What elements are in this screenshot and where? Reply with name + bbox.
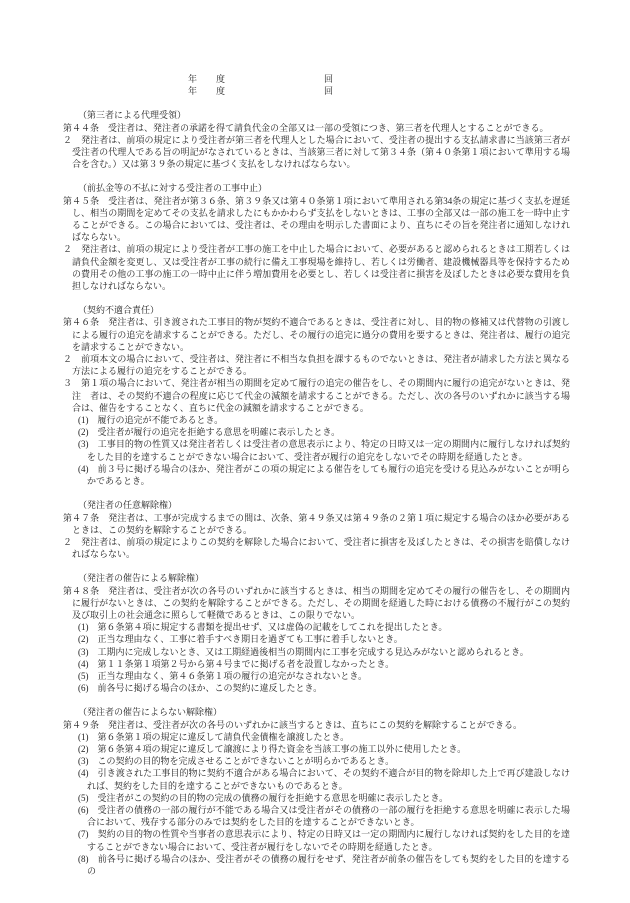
fiscal-year-line-2 <box>188 85 570 97</box>
section-paragraphs <box>63 585 570 695</box>
clause-item: (3) この契約の目的物を完成させることができないことが明らかであるとき。 <box>78 756 395 767</box>
contract-section <box>63 304 570 487</box>
article-paragraph: 第４５条 受注者は、発注者が第３６条、第３９条又は第４０条第１項において準用される第34条の規定に基づく支払を遅延し、相当の期間を定めてその支払を請求したにもかかわらず支払をしないときは、工事の全部又は一部の施工を一時中止することができる。この場合においては、受注者は、その理由を明示した書面により、直ちにその旨を発注者に通知しなければならない。 <box>63 195 570 243</box>
numbered-paragraph: ２ 発注者は、前項の規定によりこの契約を解除した場合において、受注者に損害を及ぼしたときは、その損害を賠償しなければならない。 <box>63 536 570 560</box>
clause-item: (5) 受注者がこの契約の目的物の完成の債務の履行を拒絶する意思を明確に表示したとき。 <box>78 792 449 803</box>
numbered-paragraph: ２ 発注者は、前項の規定により受注者が工事の施工を中止した場合において、必要があると認められるときは工期若しくは請負代金額を変更し、又は受注者が工事の続行に備え工事現場を維持し、若しくは労働者、建設機械器具等を保持するための費用その他の工事の施工の一時中止に伴う増加費用を必要とし、若しくは受注者に損害を及ぼしたときは必要な費用を負担しなければならない。 <box>63 244 570 292</box>
clause-item: (3) 工期内に完成しないとき、又は工期経過後相当の期間内に工事を完成する見込みがないと認められるとき。 <box>78 646 529 657</box>
clause-item: (2) 第６条第４項の規定に違反して譲渡により得た資金を当該工事の施工以外に使用したとき。 <box>78 743 467 754</box>
degree-label: 度 <box>216 86 226 97</box>
clause-item: (4) 引き渡された工事目的物に契約不適合がある場合において、その契約不適合が目的物を除却した上で再び建設しなければ、契約をした目的を達することができないものであるとき。 <box>78 768 570 791</box>
clause-item: (6) 前各号に掲げる場合のほか、この契約に違反したとき。 <box>78 683 323 694</box>
section-paragraphs <box>63 316 570 487</box>
section-paragraphs <box>63 719 570 878</box>
article-paragraph: 第４４条 受注者は、発注者の承諾を得て請負代金の全部又は一部の受領につき、第三者を代理人とすることができる。 <box>63 122 549 133</box>
clause-item: (4) 第１１条第１項第２号から第４号までに掲げる者を設置しなかったとき。 <box>78 658 395 669</box>
clause-item: (4) 前３号に掲げる場合のほか、発注者がこの項の規定による催告をしても履行の追完を受ける見込みがないことが明らかであるとき。 <box>78 463 570 487</box>
section-heading: （発注者の催告によらない解除権） <box>78 707 223 718</box>
article-paragraph: 第４７条 発注者は、工事が完成するまでの間は、次条、第４９条又は第４９条の２第１項に規定する場合のほか必要があるときは、この契約を解除することができる。 <box>63 512 570 535</box>
contract-section <box>63 706 570 877</box>
section-heading: （発注者の任意解除権） <box>78 500 178 511</box>
count-label: 回 <box>324 74 334 84</box>
clause-item: (1) 履行の追完が不能であるとき。 <box>78 415 224 426</box>
clause-item: (3) 工事目的物の性質又は発注者若しくは受注者の意思表示により、特定の日時又は一定の期間内に履行しなければ契約をした目的を達することができない場合において、受注者が履行の追完をしないでその時期を経過したとき。 <box>78 439 570 462</box>
year-label: 年 <box>188 86 198 97</box>
contract-section <box>63 109 570 170</box>
contract-sections <box>63 109 570 877</box>
article-paragraph: 第４６条 発注者は、引き渡された工事目的物が契約不適合であるときは、受注者に対し、目的物の修補又は代替物の引渡しによる履行の追完を請求することができる。ただし、その履行の追完に過分の費用を要するときは、発注者は、履行の追完を請求することができない。 <box>63 317 570 352</box>
numbered-paragraph: ２ 発注者は、前項の規定により受注者が第三者を代理人とした場合において、受注者の提出する支払請求書に当該第三者が受注者の代理人である旨の明記がなされているときは、当該第三者に対して第３４条（第４０条第１項において準用する場合を含む。）又は第３９条の規定に基づく支払をしなければならない。 <box>63 134 570 170</box>
contract-section <box>63 499 570 560</box>
fiscal-year-block <box>188 73 570 97</box>
count-label: 回 <box>324 86 334 97</box>
clause-item: (2) 受注者が履行の追完を拒絶する意思を明確に表示したとき。 <box>78 427 341 438</box>
section-paragraphs <box>63 122 570 171</box>
clause-item: (7) 契約の目的物の性質や当事者の意思表示により、特定の日時又は一定の期間内に履行しなければ契約をした目的を達することができない場合において、受注者が履行をしないでその時期を経過したとき。 <box>78 829 570 852</box>
numbered-paragraph: ２ 前項本文の場合において、受注者は、発注者に不相当な負担を課するものでないときは、発注者が請求した方法と異なる方法による履行の追完をすることができる。 <box>63 354 570 377</box>
contract-section <box>63 182 570 292</box>
section-heading: （発注者の催告による解除権） <box>78 573 205 584</box>
fiscal-year-line-1 <box>188 73 570 85</box>
clause-item: (2) 正当な理由なく、工事に着手すべき期日を過ぎても工事に着手しないとき。 <box>78 634 403 645</box>
article-paragraph: 第４９条 発注者は、受注者が次の各号のいずれかに該当するときは、直ちにこの契約を解除することができる。 <box>63 719 523 730</box>
degree-label: 度 <box>216 74 226 84</box>
section-paragraphs <box>63 195 570 293</box>
clause-item: (1) 第６条第４項に規定する書類を提出せず、又は虚偽の記載をしてこれを提出したとき。 <box>78 622 448 633</box>
year-label: 年 <box>188 74 198 84</box>
numbered-paragraph: ３ 第１項の場合において、発注者が相当の期間を定めて履行の追完の催告をし、その期間内に履行の追完がないときは、発注 者は、その契約不適合の程度に応じて代金の減額を請求することができる。ただし、次の各号のいずれかに該当する場合は、催告をすることなく、直ちに代金の減額を請求することができる。 <box>63 378 570 413</box>
article-paragraph: 第４８条 発注者は、受注者が次の各号のいずれかに該当するときは、相当の期間を定めてその履行の催告をし、その期間内に履行がないときは、この契約を解除することができる。ただし、その期間を経過した時における債務の不履行がこの契約及び取引上の社会通念に照らして軽微であるときは、この限りでない。 <box>63 585 570 620</box>
section-heading: （契約不適合責任） <box>78 305 160 316</box>
clause-item: (1) 第６条第１項の規定に違反して請負代金債権を譲渡したとき。 <box>78 731 350 742</box>
section-heading: （前払金等の不払に対する受注者の工事中止） <box>78 183 268 194</box>
section-paragraphs <box>63 512 570 561</box>
section-heading: （第三者による代理受領） <box>78 110 187 121</box>
contract-section <box>63 572 570 694</box>
clause-item: (8) 前各号に掲げる場合のほか、受注者がその債務の履行をせず、発注者が前条の催告をしても契約をした目的を達するの <box>78 853 570 876</box>
clause-item: (5) 正当な理由なく、第４６条第１項の履行の追完がなされないとき。 <box>78 670 367 681</box>
clause-item: (6) 受注者の債務の一部の履行が不能である場合又は受注者がその債務の一部の履行を拒絶する意思を明確に表示した場合において、残存する部分のみでは契約をした目的を達することができないとき。 <box>78 804 570 828</box>
